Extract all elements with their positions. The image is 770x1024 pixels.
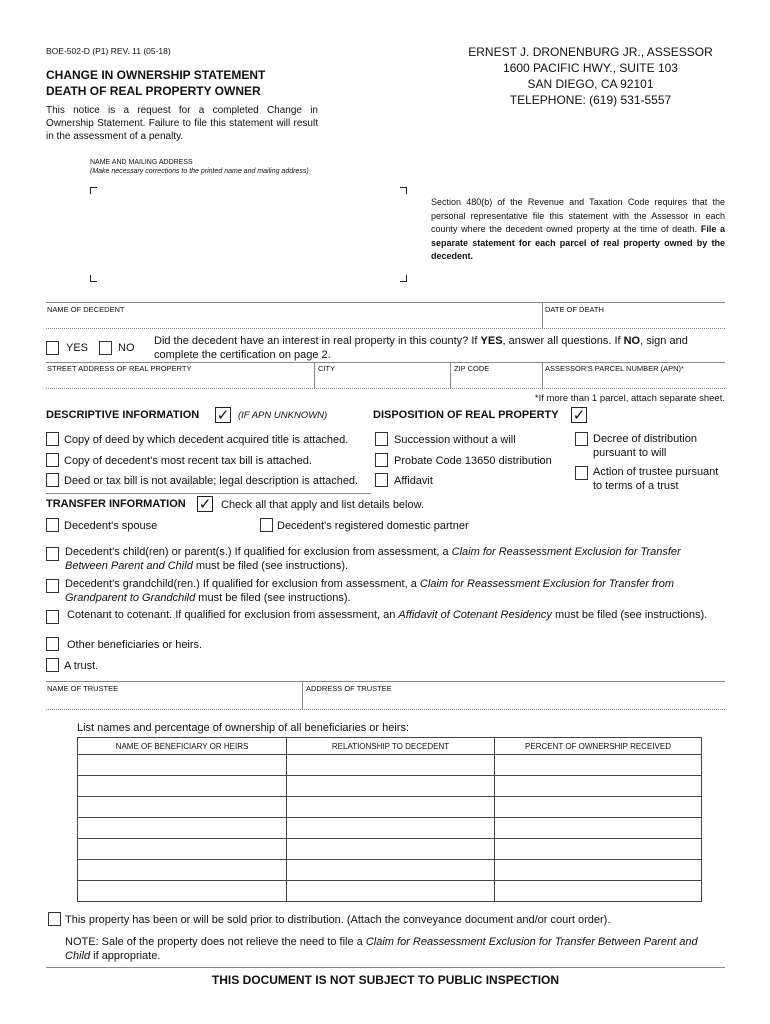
divider xyxy=(46,362,725,363)
grand-italic: Claim for Reassessment Exclusion for Transfer from Grandparent to Grandchild xyxy=(65,578,674,604)
deed-copy-label: Copy of deed by which decedent acquired title is attached. xyxy=(64,434,349,446)
percent-cell[interactable] xyxy=(495,860,702,881)
transfer-heading: TRANSFER INFORMATION xyxy=(46,498,186,510)
trustee-name-label: NAME OF TRUSTEE xyxy=(47,684,119,693)
address-corner-br xyxy=(400,275,407,282)
city-label: CITY xyxy=(318,364,336,373)
beneficiaries-intro: List names and percentage of ownership of all beneficiaries or heirs: xyxy=(77,722,410,734)
relationship-cell[interactable] xyxy=(287,797,495,818)
date-of-death-input[interactable] xyxy=(545,315,723,327)
title-line-2: DEATH OF REAL PROPERTY OWNER xyxy=(46,84,261,98)
form-id: BOE-502-D (P1) REV. 11 (05-18) xyxy=(46,46,171,56)
grand-pre: Decedent's grandchild(ren.) If qualified for exclusion from assessment, a xyxy=(65,578,420,590)
address-corner-tr xyxy=(400,187,407,194)
interest-question xyxy=(154,334,724,362)
affidavit-label: Affidavit xyxy=(394,475,433,487)
cotenant-checkbox[interactable] xyxy=(46,610,59,624)
table-row xyxy=(78,881,702,902)
beneficiary-name-cell[interactable] xyxy=(78,755,287,776)
apn-unknown-subhead: (IF APN UNKNOWN) xyxy=(238,410,328,421)
affidavit-checkbox[interactable] xyxy=(375,473,388,487)
succession-label: Succession without a will xyxy=(394,434,516,446)
divider xyxy=(46,493,371,494)
address-corner-tl xyxy=(90,187,97,194)
note-pre: NOTE: Sale of the property does not relieve the need to file a xyxy=(65,936,366,948)
footer-notice: THIS DOCUMENT IS NOT SUBJECT TO PUBLIC INSPECTION xyxy=(211,973,560,987)
interest-no-checkbox[interactable] xyxy=(99,341,112,355)
note-post: if appropriate. xyxy=(90,950,161,962)
grandchild-label xyxy=(65,577,725,605)
interest-yes-checkbox[interactable] xyxy=(46,341,59,355)
probate-code-checkbox[interactable] xyxy=(375,453,388,467)
cotenant-label xyxy=(67,608,725,622)
decedent-name-label: NAME OF DECEDENT xyxy=(47,305,125,314)
percent-cell[interactable] xyxy=(495,797,702,818)
relationship-cell[interactable] xyxy=(287,881,495,902)
other-heirs-label: Other beneficiaries or heirs. xyxy=(67,639,203,651)
domestic-partner-label: Decedent's registered domestic partner xyxy=(277,520,469,532)
date-of-death-label: DATE OF DEATH xyxy=(545,305,604,314)
mailing-label: NAME AND MAILING ADDRESS xyxy=(90,159,193,166)
address-corner-bl xyxy=(90,275,97,282)
beneficiary-name-cell[interactable] xyxy=(78,839,287,860)
trustee-address-label: ADDRESS OF TRUSTEE xyxy=(306,684,392,693)
title-line-1: CHANGE IN OWNERSHIP STATEMENT xyxy=(46,68,266,82)
disposition-heading: DISPOSITION OF REAL PROPERTY xyxy=(373,409,559,421)
transfer-checkbox[interactable]: ✓ xyxy=(198,495,212,513)
legal-description-checkbox[interactable] xyxy=(46,473,59,487)
table-row xyxy=(78,818,702,839)
child-italic: Claim for Reassessment Exclusion for Transfer Between Parent and Child xyxy=(65,546,681,572)
child-post: must be filed (see instructions). xyxy=(192,560,349,572)
other-heirs-checkbox[interactable] xyxy=(46,637,59,651)
table-row xyxy=(78,776,702,797)
assessor-name: ERNEST J. DRONENBURG JR., ASSESSOR xyxy=(468,45,713,59)
form-title xyxy=(46,67,265,99)
apn-label: ASSESSOR'S PARCEL NUMBER (APN)* xyxy=(545,364,684,373)
decedent-name-input[interactable] xyxy=(47,315,539,327)
sale-note xyxy=(65,935,725,963)
tax-bill-checkbox[interactable] xyxy=(46,453,59,467)
table-row xyxy=(78,860,702,881)
mailing-note: (Make necessary corrections to the printed name and mailing address) xyxy=(90,168,309,175)
table-row xyxy=(78,839,702,860)
descriptive-heading: DESCRIPTIVE INFORMATION xyxy=(46,409,200,421)
section-480-text xyxy=(431,196,725,264)
beneficiary-name-cell[interactable] xyxy=(78,776,287,797)
divider xyxy=(46,967,725,968)
assessor-block xyxy=(448,44,733,108)
trustee-name-input[interactable] xyxy=(47,694,299,708)
relationship-cell[interactable] xyxy=(287,755,495,776)
sold-label: This property has been or will be sold prior to distribution. (Attach the conveyance document and/or court order). xyxy=(65,914,611,926)
section-480-bold: File a separate statement for each parcel of real property owned by the decedent. xyxy=(431,224,725,262)
section-480-body: Section 480(b) of the Revenue and Taxation Code requires that the personal representative file this statement with the Assessor in each county where the decedent owned property at the time of death. xyxy=(431,197,725,235)
mailing-address-area[interactable] xyxy=(96,195,396,271)
relationship-cell[interactable] xyxy=(287,776,495,797)
divider xyxy=(542,362,543,388)
beneficiaries-table xyxy=(77,737,702,902)
beneficiaries-header-row xyxy=(78,738,702,755)
trustee-address-input[interactable] xyxy=(306,694,723,708)
cot-post: must be filed (see instructions). xyxy=(551,609,708,621)
apn-input[interactable] xyxy=(545,374,723,387)
trustee-action-label: Action of trustee pursuant to terms of a trust xyxy=(593,466,719,492)
divider xyxy=(302,681,303,709)
child-parent-label xyxy=(65,545,725,573)
city-input[interactable] xyxy=(318,374,446,387)
trust-label: A trust. xyxy=(64,660,99,672)
beneficiary-name-cell[interactable] xyxy=(78,881,287,902)
decree-label: Decree of distribution pursuant to will xyxy=(593,433,697,459)
child-pre: Decedent's child(ren) or parent(s.) If qualified for exclusion from assessment, a xyxy=(65,546,452,558)
divider xyxy=(46,681,725,682)
spouse-checkbox[interactable] xyxy=(46,518,59,532)
col-beneficiary-name: NAME OF BENEFICIARY OR HEIRS xyxy=(78,738,287,755)
apn-note: *If more than 1 parcel, attach separate sheet. xyxy=(534,393,725,404)
street-input[interactable] xyxy=(47,374,311,387)
cot-pre: Cotenant to cotenant. If qualified for exclusion from assessment, an xyxy=(67,609,399,621)
sold-checkbox[interactable] xyxy=(48,912,61,926)
q-no: NO xyxy=(623,335,641,347)
zip-label: ZIP CODE xyxy=(454,364,490,373)
penalty-notice: This notice is a request for a completed Change in Ownership Statement. Failure to file this statement will result in the assessment of a penalty. xyxy=(46,105,318,142)
trustee-action-checkbox[interactable] xyxy=(575,466,588,480)
divider xyxy=(46,388,725,389)
zip-input[interactable] xyxy=(454,374,539,387)
table-row xyxy=(78,797,702,818)
no-label: NO xyxy=(118,342,135,354)
succession-checkbox[interactable] xyxy=(375,432,388,446)
col-percent: PERCENT OF OWNERSHIP RECEIVED xyxy=(495,738,702,755)
q-mid: , answer all questions. If xyxy=(502,335,624,347)
assessor-address2: SAN DIEGO, CA 92101 xyxy=(527,77,654,91)
disposition-checkbox[interactable]: ✓ xyxy=(572,406,586,424)
q-pre: Did the decedent have an interest in real property in this county? If xyxy=(154,335,481,347)
note-italic: Claim for Reassessment Exclusion for Transfer Between Parent and Child xyxy=(65,936,698,962)
divider xyxy=(46,302,725,303)
relationship-cell[interactable] xyxy=(287,860,495,881)
col-relationship: RELATIONSHIP TO DECEDENT xyxy=(287,738,495,755)
child-parent-checkbox[interactable] xyxy=(46,547,59,561)
decree-checkbox[interactable] xyxy=(575,432,588,446)
percent-cell[interactable] xyxy=(495,881,702,902)
divider xyxy=(542,302,543,328)
legal-description-label: Deed or tax bill is not available; legal description is attached. xyxy=(64,475,359,487)
trust-checkbox[interactable] xyxy=(46,658,59,672)
q-post: , sign and complete the certification on page 2. xyxy=(154,335,688,361)
beneficiary-name-cell[interactable] xyxy=(78,860,287,881)
grandchild-checkbox[interactable] xyxy=(46,579,59,593)
deed-copy-checkbox[interactable] xyxy=(46,432,59,446)
divider xyxy=(46,328,725,329)
beneficiary-name-cell[interactable] xyxy=(78,818,287,839)
divider xyxy=(450,362,451,388)
beneficiary-name-cell[interactable] xyxy=(78,797,287,818)
spouse-label: Decedent's spouse xyxy=(64,520,158,532)
domestic-partner-checkbox[interactable] xyxy=(260,518,273,532)
q-yes: YES xyxy=(480,335,503,347)
percent-cell[interactable] xyxy=(495,818,702,839)
street-label: STREET ADDRESS OF REAL PROPERTY xyxy=(47,364,192,373)
relationship-cell[interactable] xyxy=(287,839,495,860)
divider xyxy=(314,362,315,388)
grand-post: must be filed (see instructions). xyxy=(195,592,351,604)
assessor-phone: TELEPHONE: (619) 531-5557 xyxy=(509,93,672,107)
assessor-address1: 1600 PACIFIC HWY., SUITE 103 xyxy=(503,61,678,75)
relationship-cell[interactable] xyxy=(287,818,495,839)
probate-code-label: Probate Code 13650 distribution xyxy=(394,455,552,467)
cot-italic: Affidavit of Cotenant Residency xyxy=(398,609,552,621)
yes-label: YES xyxy=(66,342,89,354)
transfer-instruction: Check all that apply and list details below. xyxy=(221,499,425,511)
table-row xyxy=(78,755,702,776)
percent-cell[interactable] xyxy=(495,755,702,776)
descriptive-checkbox[interactable]: ✓ xyxy=(216,406,230,424)
tax-bill-label: Copy of decedent's most recent tax bill is attached. xyxy=(64,455,312,467)
percent-cell[interactable] xyxy=(495,776,702,797)
divider xyxy=(46,709,725,710)
percent-cell[interactable] xyxy=(495,839,702,860)
